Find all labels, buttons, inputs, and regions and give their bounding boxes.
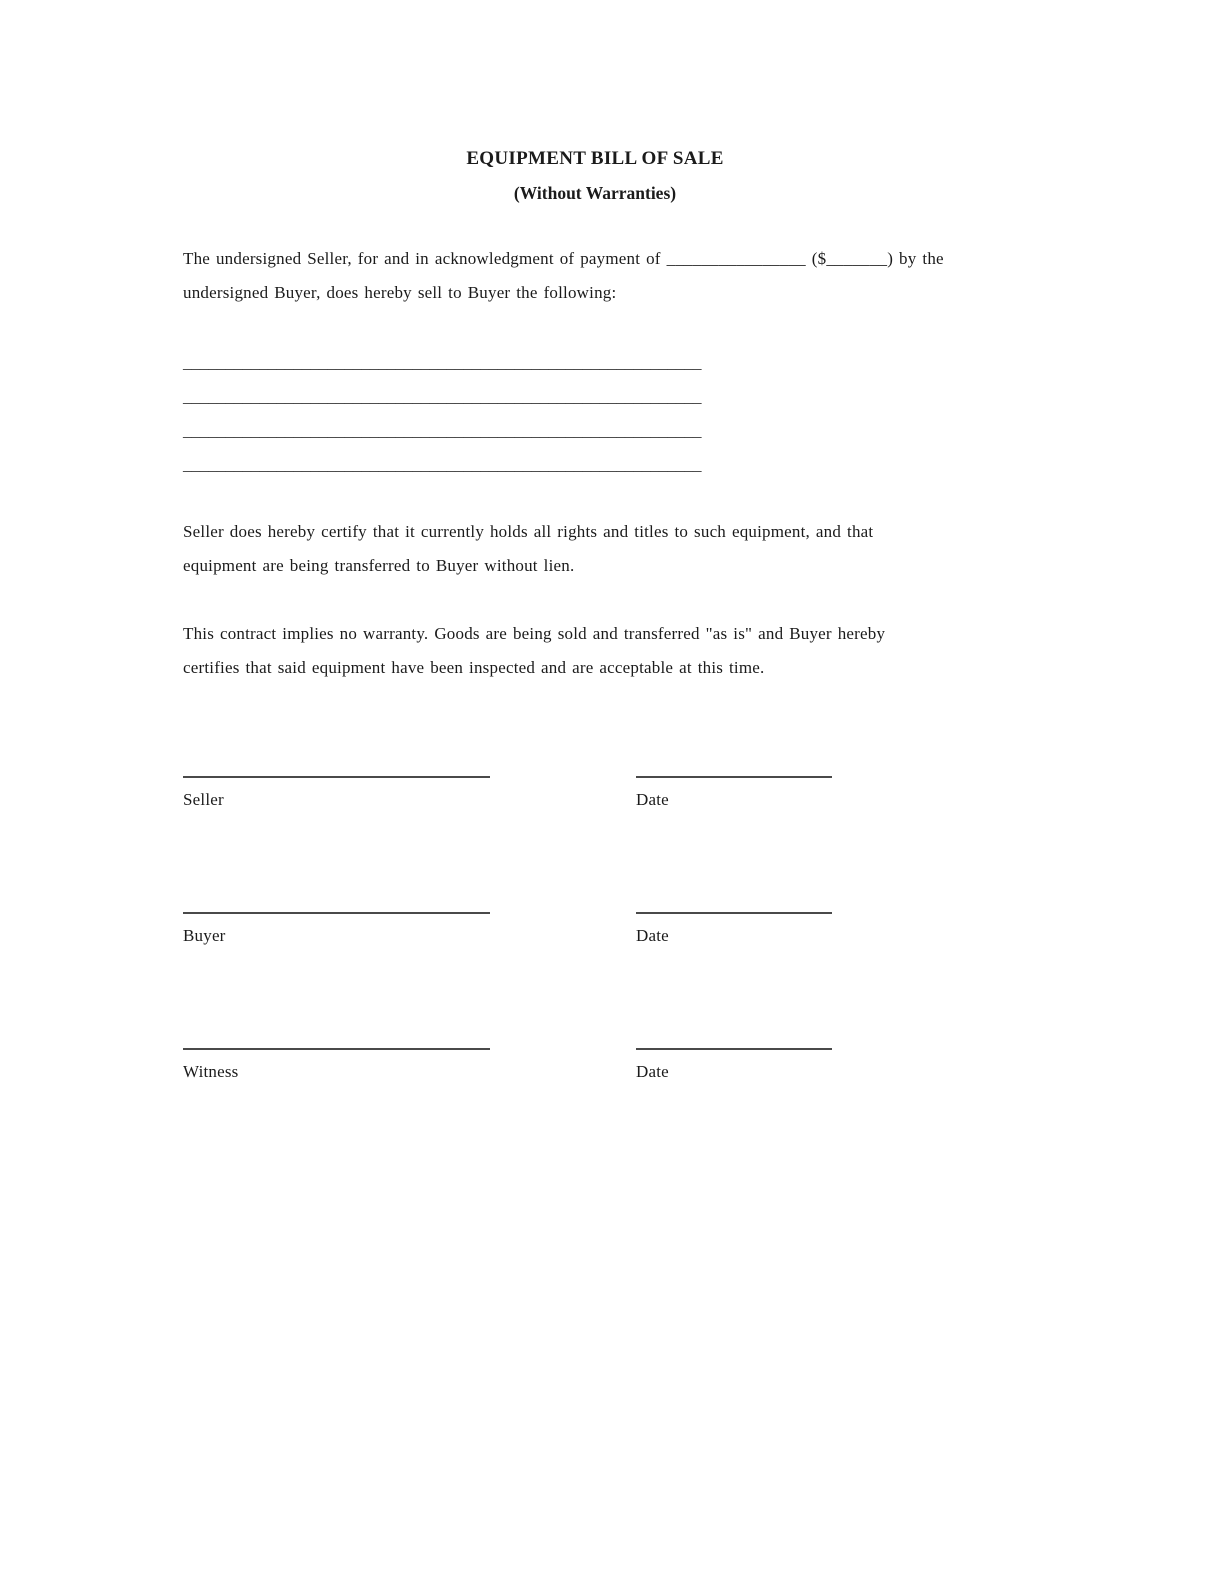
- witness-date-column: [636, 1048, 832, 1089]
- certification-paragraph: [183, 515, 1007, 583]
- seller-signature-row: [183, 776, 1007, 817]
- witness-signature-row: [183, 1048, 1007, 1089]
- buyer-signature-label: Buyer: [183, 926, 226, 945]
- seller-date-line: [636, 776, 832, 778]
- buyer-date-line: [636, 912, 832, 914]
- certify-line-1: Seller does hereby certify that it currently holds all rights and titles to such equipment, and that: [183, 522, 874, 541]
- witness-signature-label: Witness: [183, 1062, 239, 1081]
- document-title: EQUIPMENT BILL OF SALE: [466, 148, 724, 169]
- intro-line-1: The undersigned Seller, for and in acknowledgment of payment of ________________ ($_______) by the: [183, 249, 944, 268]
- equipment-blank-line-4: _____________________________________________________________: [183, 455, 702, 474]
- seller-signature-column: [183, 776, 490, 817]
- buyer-signature-column: [183, 912, 490, 953]
- certify-line-2: equipment are being transferred to Buyer without lien.: [183, 556, 575, 575]
- seller-date-column: [636, 776, 832, 817]
- buyer-date-label: Date: [636, 926, 669, 945]
- witness-date-label: Date: [636, 1062, 669, 1081]
- witness-signature-line: [183, 1048, 490, 1050]
- warranty-paragraph: [183, 617, 1007, 685]
- signature-section: [183, 776, 1007, 1089]
- equipment-description-area: [183, 346, 1007, 482]
- equipment-blank-line-3: _____________________________________________________________: [183, 421, 702, 440]
- intro-line-2: undersigned Buyer, does hereby sell to Buyer the following:: [183, 283, 617, 302]
- equipment-blank-line-1: _____________________________________________________________: [183, 353, 702, 372]
- witness-signature-column: [183, 1048, 490, 1089]
- warranty-line-1: This contract implies no warranty. Goods are being sold and transferred "as is" and Buyer hereby: [183, 624, 886, 643]
- buyer-signature-row: [183, 912, 1007, 953]
- witness-date-line: [636, 1048, 832, 1050]
- warranty-line-2: certifies that said equipment have been inspected and are acceptable at this time.: [183, 658, 765, 677]
- buyer-date-column: [636, 912, 832, 953]
- document-subtitle: (Without Warranties): [513, 183, 677, 203]
- buyer-signature-line: [183, 912, 490, 914]
- seller-signature-line: [183, 776, 490, 778]
- equipment-blank-line-2: _____________________________________________________________: [183, 387, 702, 406]
- intro-paragraph: [183, 242, 1007, 310]
- seller-date-label: Date: [636, 790, 669, 809]
- seller-signature-label: Seller: [183, 790, 224, 809]
